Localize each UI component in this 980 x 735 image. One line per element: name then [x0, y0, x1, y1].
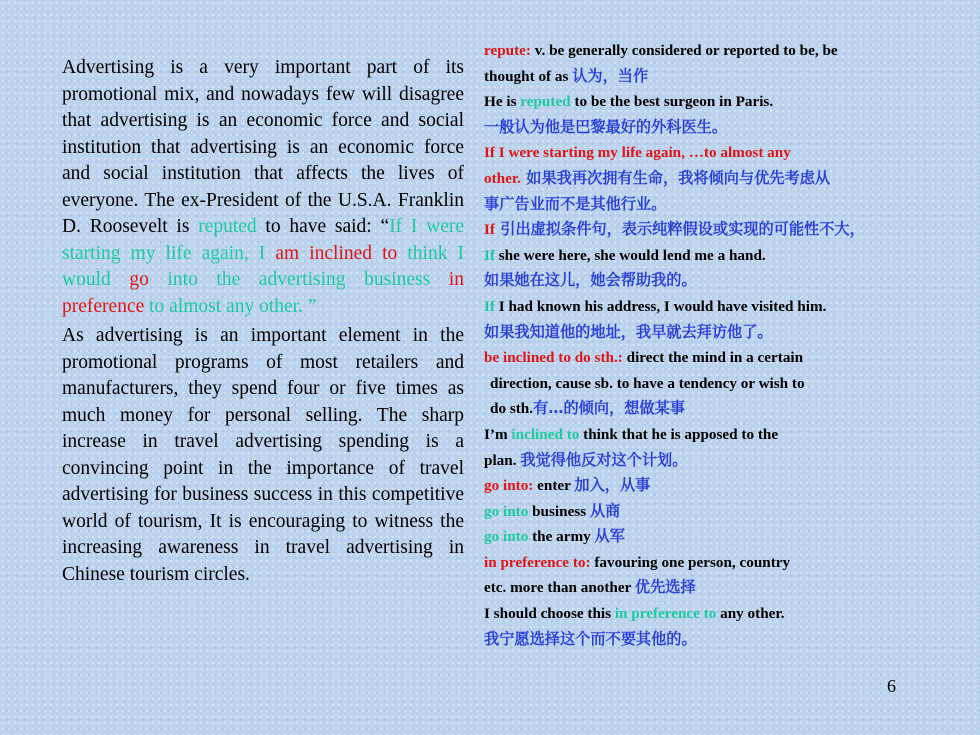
highlight-reputed: reputed [198, 216, 257, 237]
note-line: other. 如果我再次拥有生命，我将倾向与优先考虑从 [484, 168, 831, 187]
paragraph-2: As advertising is an important element in the promotional programs of most retailers and manufacturers, they spend four or five times as much money for personal selling. The sharp increase in travel advertising spending is a convincing point in the importance of travel advertising for business success in this competitive world of tourism, It is encouraging to witness the increasing awareness in travel advertising in Chinese tourism circles. [62, 325, 464, 585]
note-line: If I had known his address, I would have visited him. [484, 297, 827, 315]
note-line: I should choose this in preference to any other. [484, 605, 785, 623]
vocabulary-notes [484, 38, 964, 652]
note-line: go into business 从商 [484, 501, 621, 520]
note-line: be inclined to do sth.: direct the mind in a certain [484, 349, 804, 367]
note-line: 一般认为他是巴黎最好的外科医生。 [484, 117, 727, 136]
note-line: go into: enter 加入，从事 [484, 476, 651, 495]
quote-part-1: If I were starting my life again, I [62, 216, 464, 264]
note-line: repute: v. be generally considered or reported to be, be [484, 42, 838, 59]
highlight-inclined-to: inclined to [309, 242, 398, 264]
quote-part-4: to almost any other. ” [144, 295, 317, 317]
highlight-preference: preference [62, 295, 145, 317]
note-line: If she were here, she would lend me a hand. [484, 246, 766, 264]
note-line: etc. more than another 优先选择 [484, 578, 696, 597]
para1-text: Advertising is a very important part of its promotional mix, and nowadays few will disagree that advertising is an economic force and social institution that advertising is an economic force and social institution that affects the lives of everyone. The ex-President of the U.S.A. Franklin D. Roosevelt is [62, 57, 464, 237]
note-line: If 引出虚拟条件句，表示纯粹假设或实现的可能性不大， [484, 220, 865, 239]
note-line: 我宁愿选择这个而不要其他的。 [484, 629, 697, 648]
paragraph-1 [48, 55, 464, 320]
highlight-go: go [129, 269, 149, 290]
note-line: in preference to: favouring one person, country [484, 553, 791, 571]
note-line: plan. 我觉得他反对这个计划。 [484, 450, 688, 469]
highlight-in: in [448, 269, 464, 290]
note-line: thought of as 认为，当作 [484, 66, 649, 85]
note-line: If I were starting my life again, …to almost any [484, 144, 791, 162]
note-line: 如果我知道他的地址，我早就去拜访他了。 [484, 322, 773, 341]
main-text-column [48, 55, 464, 588]
page-number: 6 [887, 676, 896, 696]
note-line: do sth.有…的倾向，想做某事 [490, 399, 685, 418]
note-line: He is reputed to be the best surgeon in Paris. [484, 93, 774, 111]
quote-part-2: think I would [62, 242, 465, 290]
quote-part-3: into the advertising business [148, 269, 449, 290]
note-line: direction, cause sb. to have a tendency or wish to [490, 374, 805, 392]
highlight-am: am [275, 242, 300, 264]
note-line: 事广告业而不是其他行业。 [484, 194, 667, 213]
note-line: go into the army 从军 [484, 527, 625, 546]
para1-text-2: to have said: “ [256, 216, 390, 237]
note-line: 如果她在这儿，她会帮助我的。 [484, 271, 697, 290]
note-line: I’m inclined to think that he is apposed to the [484, 425, 779, 443]
